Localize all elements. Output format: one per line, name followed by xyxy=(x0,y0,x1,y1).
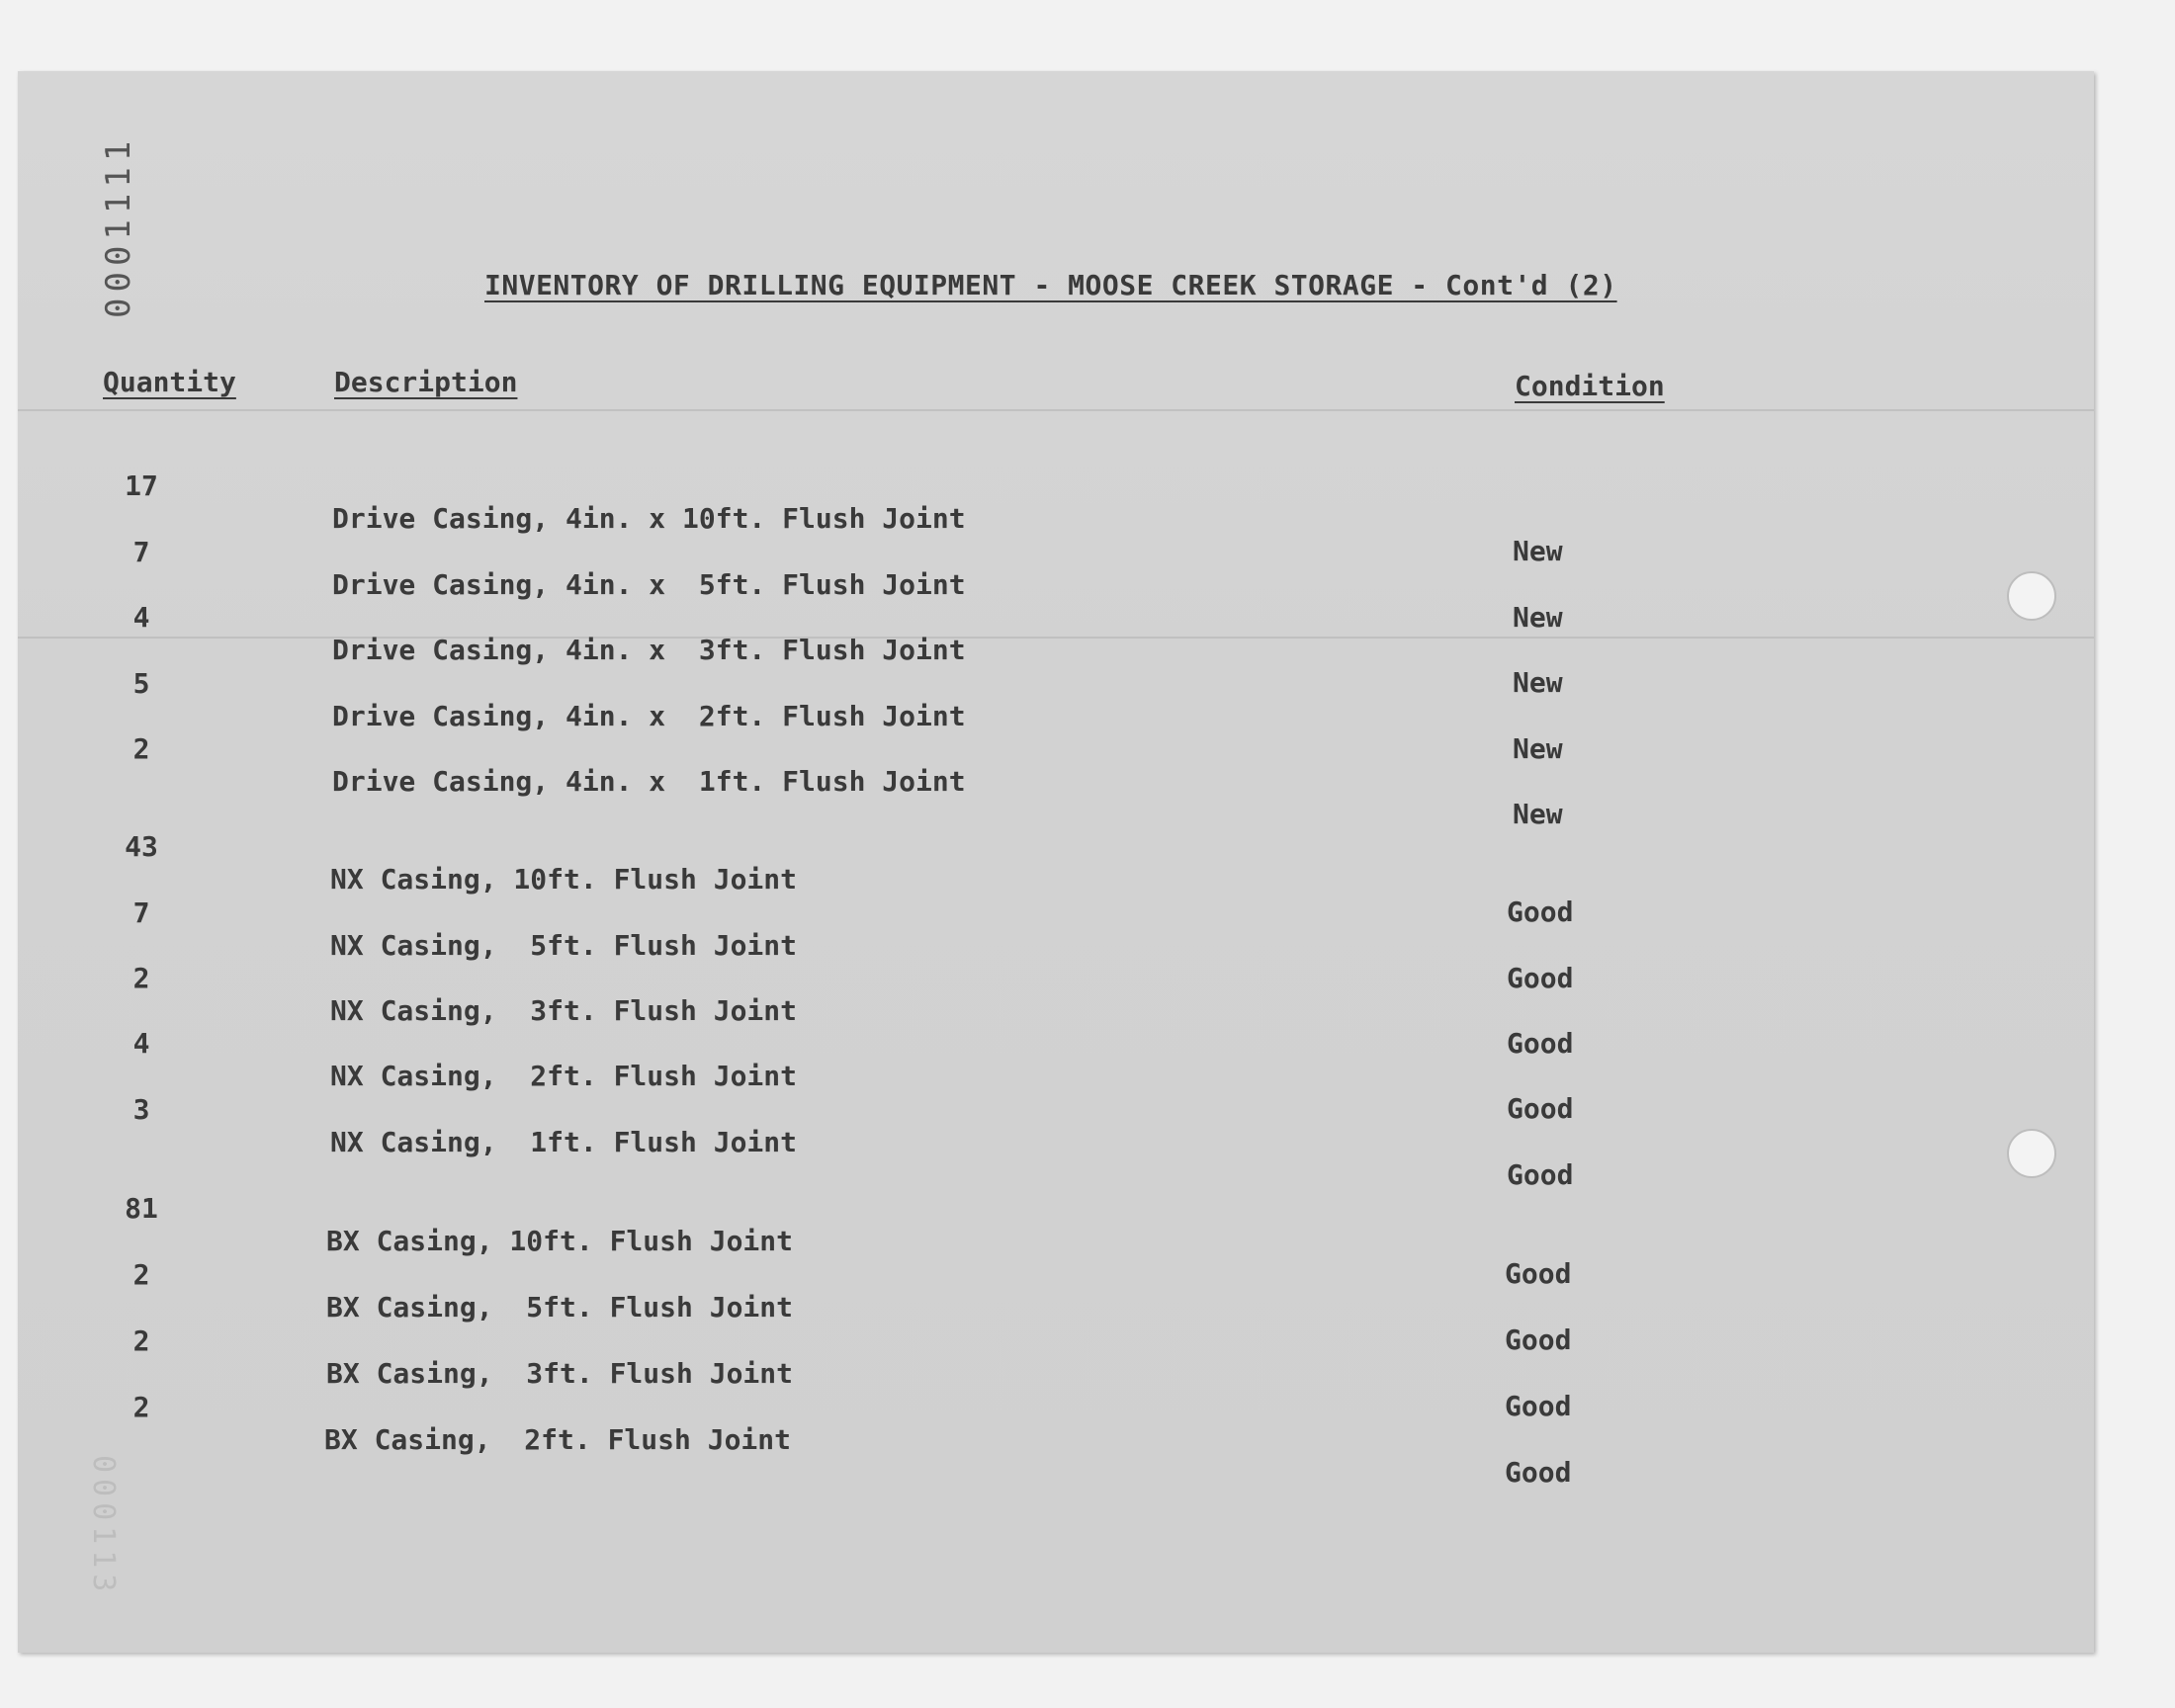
description-cell: BX Casing, 10ft. Flush Joint xyxy=(326,1225,794,1257)
table-row xyxy=(18,864,2094,994)
description-cell: Drive Casing, 4in. x 10ft. Flush Joint xyxy=(332,502,966,535)
condition-cell: New xyxy=(1513,732,1563,765)
condition-cell: Good xyxy=(1507,1158,1574,1191)
description-cell: NX Casing, 10ft. Flush Joint xyxy=(330,863,798,896)
description-cell: NX Casing, 2ft. Flush Joint xyxy=(330,1060,798,1092)
description-cell: NX Casing, 5ft. Flush Joint xyxy=(330,929,798,962)
condition-cell: New xyxy=(1513,666,1563,699)
description-cell: Drive Casing, 4in. x 5ft. Flush Joint xyxy=(332,568,966,601)
column-header-description: Description xyxy=(334,366,518,398)
quantity-cell: 2 xyxy=(132,962,150,994)
description-cell: BX Casing, 2ft. Flush Joint xyxy=(324,1423,792,1456)
document-page xyxy=(18,71,2094,1653)
table-row xyxy=(18,929,2094,1060)
margin-stamp-number-faint: 000113 xyxy=(86,1455,121,1598)
quantity-cell: 2 xyxy=(132,732,150,765)
condition-cell: New xyxy=(1513,601,1563,634)
table-row xyxy=(18,700,2094,830)
margin-stamp-number: 0001111 xyxy=(99,134,138,318)
table-row xyxy=(18,568,2094,699)
description-cell: NX Casing, 1ft. Flush Joint xyxy=(330,1126,798,1158)
quantity-cell: 2 xyxy=(132,1324,150,1357)
condition-cell: Good xyxy=(1507,962,1574,994)
table-row xyxy=(18,503,2094,634)
quantity-cell: 2 xyxy=(132,1258,150,1291)
condition-cell: New xyxy=(1513,798,1563,830)
table-row xyxy=(18,635,2094,765)
quantity-cell: 17 xyxy=(125,470,158,502)
column-header-quantity: Quantity xyxy=(103,366,236,398)
quantity-cell: 7 xyxy=(132,897,150,929)
quantity-cell: 2 xyxy=(132,1391,150,1423)
table-row xyxy=(18,1358,2094,1489)
quantity-cell: 7 xyxy=(132,536,150,568)
description-cell: BX Casing, 3ft. Flush Joint xyxy=(326,1357,794,1390)
quantity-cell: 5 xyxy=(132,667,150,700)
table-row xyxy=(18,798,2094,928)
table-row xyxy=(18,437,2094,567)
condition-cell: Good xyxy=(1507,1027,1574,1060)
condition-cell: Good xyxy=(1505,1390,1572,1422)
quantity-cell: 43 xyxy=(125,830,158,863)
description-cell: Drive Casing, 4in. x 2ft. Flush Joint xyxy=(332,700,966,732)
condition-cell: Good xyxy=(1505,1324,1572,1356)
fold-line xyxy=(18,409,2094,411)
column-header-condition: Condition xyxy=(1515,370,1665,402)
table-row xyxy=(18,994,2094,1125)
condition-cell: Good xyxy=(1505,1456,1572,1489)
condition-cell: Good xyxy=(1507,1092,1574,1125)
quantity-cell: 3 xyxy=(132,1093,150,1126)
description-cell: NX Casing, 3ft. Flush Joint xyxy=(330,994,798,1027)
table-row xyxy=(18,1061,2094,1191)
document-title: INVENTORY OF DRILLING EQUIPMENT - MOOSE CREEK STORAGE - Cont'd (2) xyxy=(484,269,1617,301)
condition-cell: New xyxy=(1513,535,1563,567)
description-cell: Drive Casing, 4in. x 3ft. Flush Joint xyxy=(332,634,966,666)
table-row xyxy=(18,1292,2094,1422)
condition-cell: Good xyxy=(1505,1257,1572,1290)
condition-cell: Good xyxy=(1507,896,1574,928)
description-cell: BX Casing, 5ft. Flush Joint xyxy=(326,1291,794,1324)
table-row xyxy=(18,1226,2094,1356)
description-cell: Drive Casing, 4in. x 1ft. Flush Joint xyxy=(332,765,966,798)
quantity-cell: 4 xyxy=(132,1027,150,1060)
quantity-cell: 81 xyxy=(125,1192,158,1225)
table-row xyxy=(18,1159,2094,1290)
quantity-cell: 4 xyxy=(132,601,150,634)
